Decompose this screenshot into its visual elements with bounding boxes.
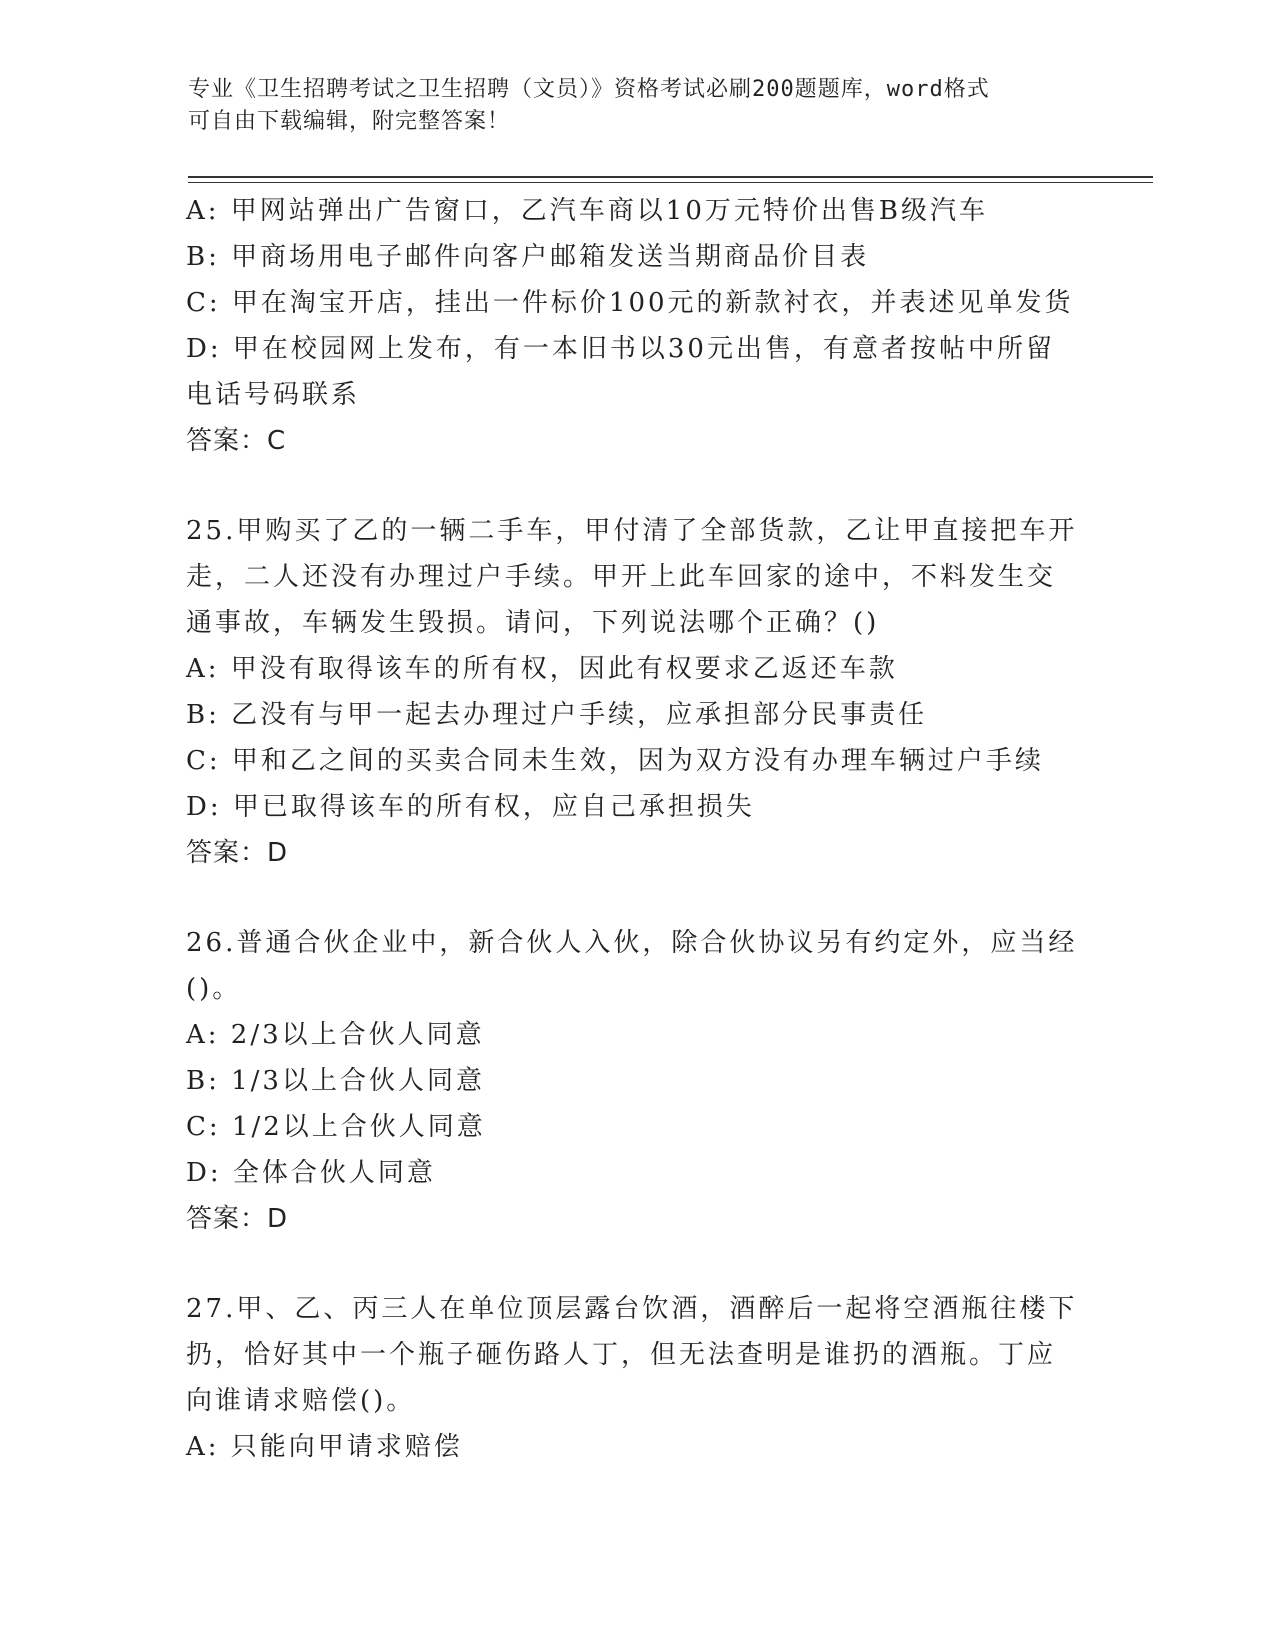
document-header [188, 74, 1088, 138]
option-a: A: 甲没有取得该车的所有权，因此有权要求乙返还车款 [186, 654, 898, 684]
answer-line: 答案：D [186, 838, 289, 868]
question-stem-line: 27.甲、乙、丙三人在单位顶层露台饮酒，酒醉后一起将空酒瓶往楼下 [186, 1294, 1078, 1324]
answer-line: 答案：C [186, 426, 287, 456]
option-c: C: 甲和乙之间的买卖合同未生效，因为双方没有办理车辆过户手续 [186, 746, 1044, 776]
option-d: D: 甲已取得该车的所有权，应自己承担损失 [186, 792, 755, 822]
header-title-line-2: 可自由下载编辑，附完整答案！ [188, 109, 511, 134]
question-spacer [186, 876, 1086, 920]
option-c: C: 甲在淘宝开店，挂出一件标价100元的新款衬衣，并表述见单发货 [186, 288, 1074, 318]
option-d: D: 甲在校园网上发布，有一本旧书以30元出售，有意者按帖中所留 [186, 334, 1055, 364]
question-stem-line: 向谁请求赔偿()。 [186, 1386, 416, 1416]
question-spacer [186, 464, 1086, 508]
option-b: B: 乙没有与甲一起去办理过户手续，应承担部分民事责任 [186, 700, 928, 730]
question-spacer [186, 1242, 1086, 1286]
question-stem-line: 通事故，车辆发生毁损。请问，下列说法哪个正确？() [186, 608, 880, 638]
question-27 [186, 1286, 1086, 1470]
question-stem-line: ()。 [186, 974, 242, 1004]
header-divider-thin [188, 182, 1153, 183]
header-title-line-1: 专业《卫生招聘考试之卫生招聘（文员）》资格考试必刷200题题库，word格式 [188, 77, 990, 102]
question-stem-line: 26.普通合伙企业中，新合伙人入伙，除合伙协议另有约定外，应当经 [186, 928, 1078, 958]
option-a: A: 甲网站弹出广告窗口，乙汽车商以10万元特价出售B级汽车 [186, 196, 988, 226]
question-stem-line: 25.甲购买了乙的一辆二手车，甲付清了全部货款，乙让甲直接把车开 [186, 516, 1078, 546]
option-b: B: 甲商场用电子邮件向客户邮箱发送当期商品价目表 [186, 242, 870, 272]
question-content [186, 188, 1086, 1470]
question-26 [186, 920, 1086, 1242]
question-24-continued [186, 188, 1086, 464]
option-d-continued: 电话号码联系 [186, 380, 361, 410]
option-d: D: 全体合伙人同意 [186, 1158, 436, 1188]
question-stem-line: 走，二人还没有办理过户手续。甲开上此车回家的途中，不料发生交 [186, 562, 1057, 592]
question-25 [186, 508, 1086, 876]
option-a: A: 2/3以上合伙人同意 [186, 1020, 485, 1050]
option-a: A: 只能向甲请求赔偿 [186, 1432, 463, 1462]
header-divider-thick [188, 176, 1153, 178]
answer-line: 答案：D [186, 1204, 289, 1234]
question-stem-line: 扔，恰好其中一个瓶子砸伤路人丁，但无法查明是谁扔的酒瓶。丁应 [186, 1340, 1057, 1370]
option-b: B: 1/3以上合伙人同意 [186, 1066, 485, 1096]
option-c: C: 1/2以上合伙人同意 [186, 1112, 486, 1142]
